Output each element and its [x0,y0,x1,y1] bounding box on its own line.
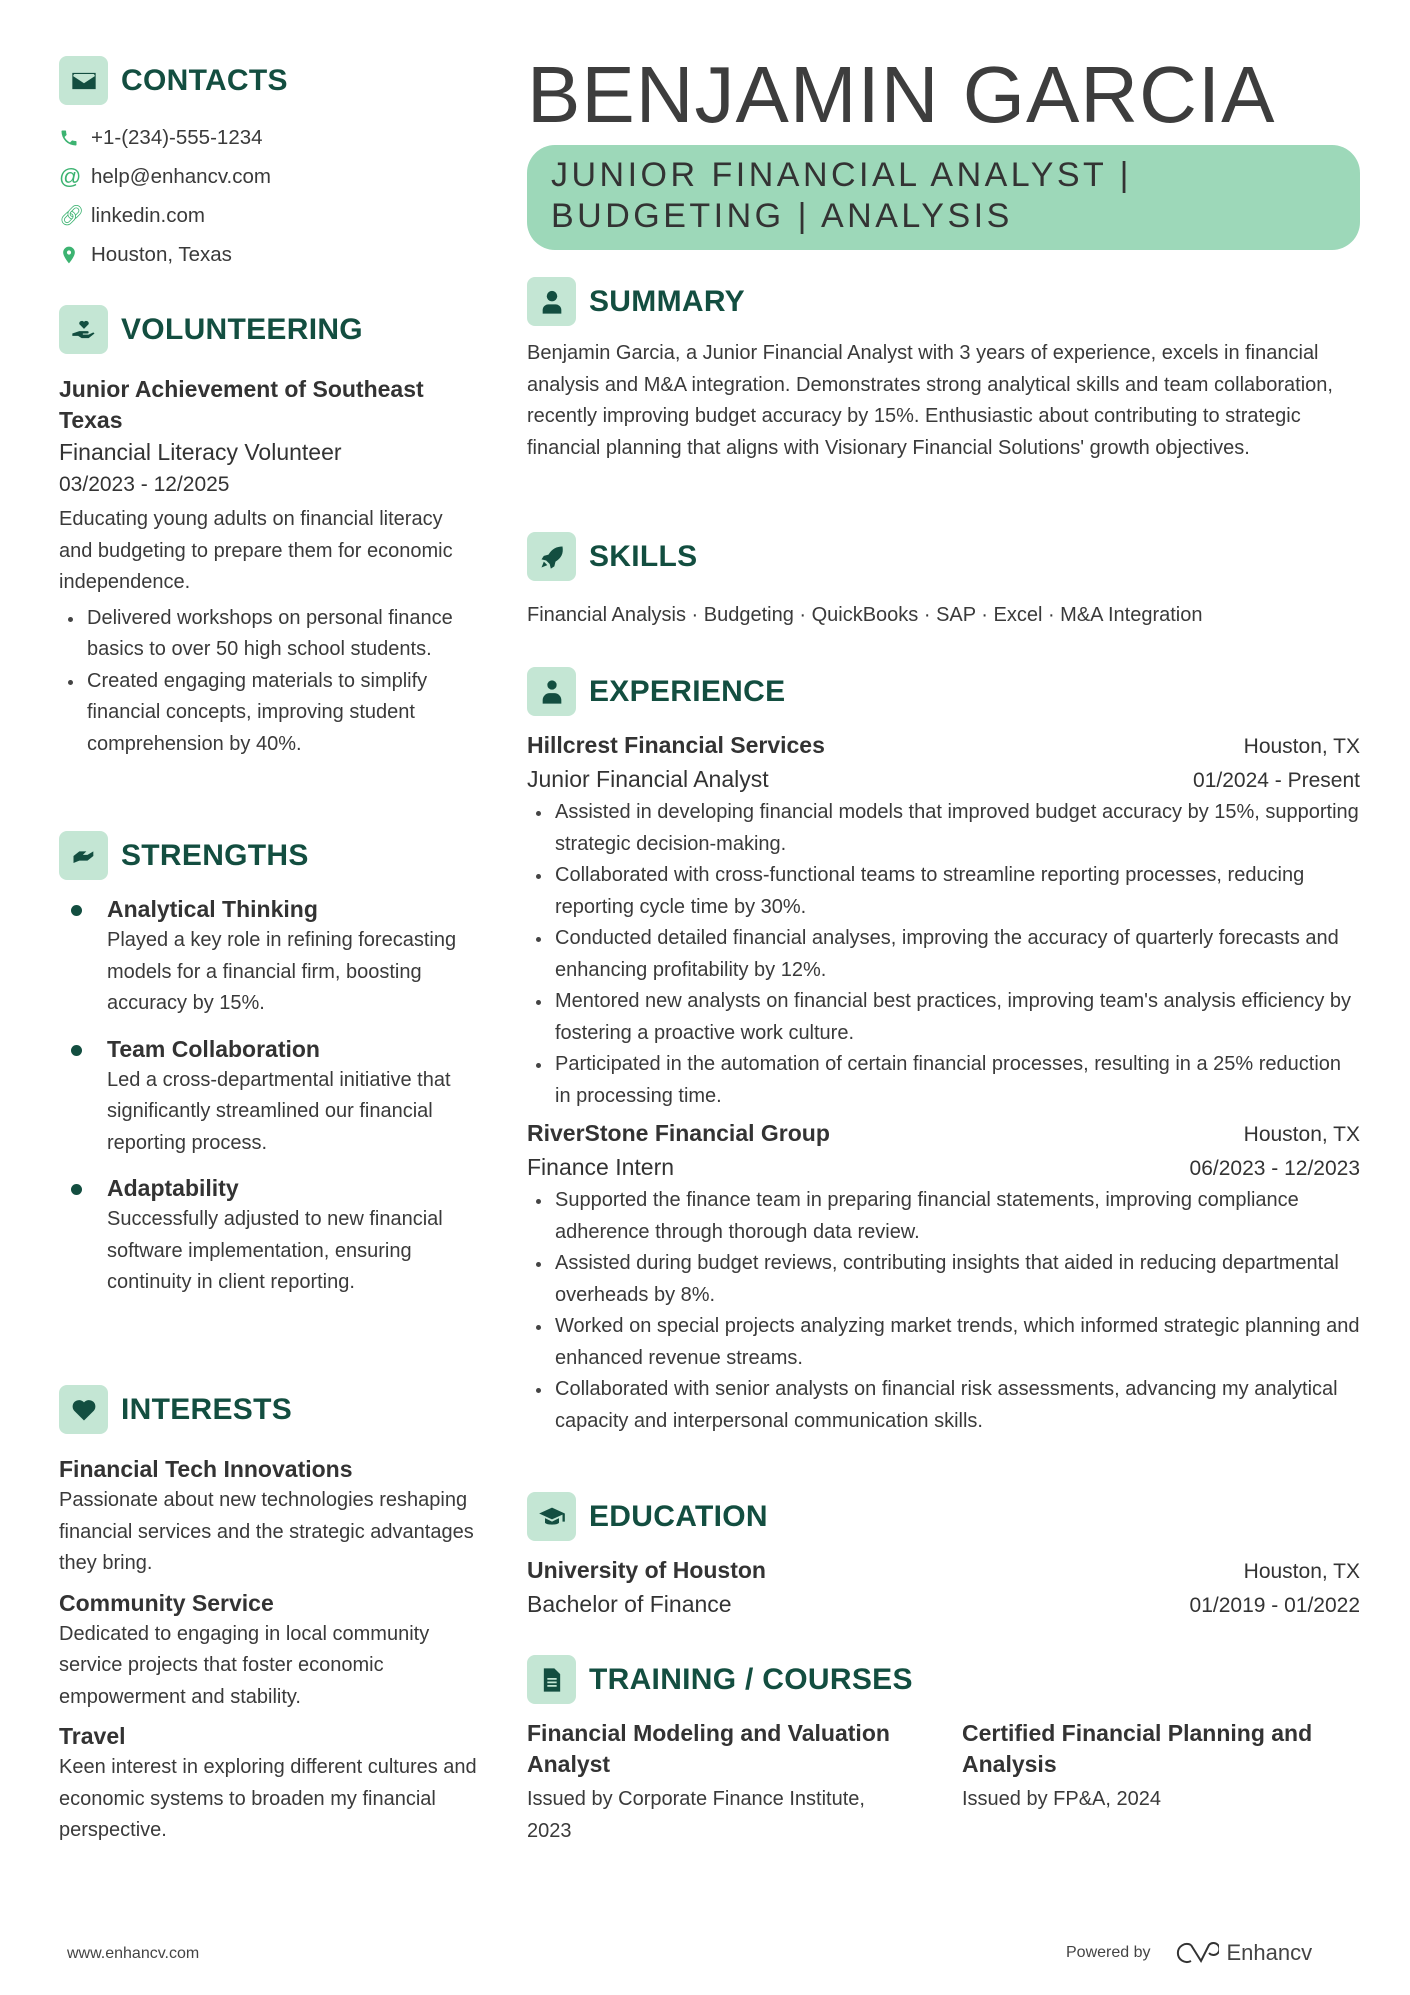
person-icon [527,277,576,326]
bullet: Supported the finance team in preparing financial statements, improving compliance adherence through thorough data review. [527,1185,1360,1248]
course-item [527,1718,912,1847]
link-icon: 🔗︎ [59,205,85,227]
section-title: EDUCATION [589,1499,768,1533]
job-dates: 06/2023 - 12/2023 [1189,1157,1360,1180]
email-link[interactable]: help@enhancv.com [91,164,271,188]
contact-location [59,235,479,274]
degree: Bachelor of Finance [527,1591,732,1617]
summary-text: Benjamin Garcia, a Junior Financial Analyst with 3 years of experience, excels in financial analysis and M&A integration. Demonstrates strong analytical skills and team collaboration, recently improving budget accuracy by 15%. Enthusiastic about contributing to strategic financial planning that aligns with Visionary Financial Solutions' growth objectives. [527,342,1333,459]
contact-phone [59,118,479,157]
strength-desc: Led a cross-departmental initiative that significantly streamlined our financial reporting process. [107,1068,451,1154]
powered-by [1066,1940,1312,1966]
bullet: Collaborated with senior analysts on financial risk assessments, advancing my analytical capacity and interpersonal communication skills. [527,1374,1360,1437]
training-section [527,1655,1360,1847]
at-icon: @ [59,163,82,189]
contacts-section [59,56,479,274]
interest-title: Financial Tech Innovations [59,1456,353,1482]
volunteer-org: Junior Achievement of Southeast Texas [59,376,424,433]
volunteer-role: Financial Literacy Volunteer [59,439,342,465]
section-title: SKILLS [589,539,698,573]
job-location: Houston, TX [1243,735,1360,758]
rocket-icon [527,532,576,581]
hand-heart-icon [59,305,108,354]
strength-desc: Played a key role in refining forecasting models for a financial firm, boosting accuracy by 15%. [107,929,457,1014]
experience-section [527,667,1360,1437]
enhancv-logo-icon [1173,1940,1219,1966]
location-text: Houston, Texas [91,242,232,266]
school-name: University of Houston [527,1557,766,1583]
bullet: Created engaging materials to simplify financial concepts, improving student comprehension by 40%. [59,666,479,761]
location-pin-icon [59,245,79,265]
company-name: RiverStone Financial Group [527,1120,830,1146]
job-role: Junior Financial Analyst [527,766,769,792]
company-name: Hillcrest Financial Services [527,732,825,758]
candidate-name: BENJAMIN GARCIA [527,50,1276,139]
job-dates: 01/2024 - Present [1193,769,1360,792]
bullet: Delivered workshops on personal finance basics to over 50 high school students. [59,603,479,666]
course-issuer: Issued by Corporate Finance Institute, 2023 [527,1788,865,1842]
course-item [962,1718,1360,1847]
document-icon [527,1655,576,1704]
job-role: Finance Intern [527,1154,675,1180]
section-title: INTERESTS [121,1392,293,1426]
briefcase-person-icon [527,667,576,716]
section-title: TRAINING / COURSES [589,1662,913,1696]
graduation-cap-icon [527,1492,576,1541]
summary-section [527,277,1360,464]
bullet-dot [71,1045,82,1056]
header [527,50,1360,250]
strength-item [59,1173,479,1299]
volunteering-section [59,305,479,760]
education-section [527,1492,1360,1622]
handshake-icon [59,831,108,880]
skills-section [527,532,1360,632]
strengths-section [59,831,479,1299]
strength-title: Analytical Thinking [107,896,318,922]
enhancv-logo[interactable] [1173,1940,1313,1966]
enhancv-brand: Enhancv [1226,1940,1313,1965]
interest-title: Travel [59,1723,126,1749]
job-location: Houston, TX [1243,1123,1360,1146]
contact-link [59,196,479,235]
bullet-dot [71,1184,82,1195]
interest-desc: Dedicated to engaging in local community service projects that foster economic empowerment and stability. [59,1622,430,1708]
skills-list: Financial Analysis · Budgeting · QuickBooks · SAP · Excel · M&A Integration [527,604,1203,626]
education-dates: 01/2019 - 01/2022 [1189,1594,1360,1617]
job-entry [527,730,1360,1112]
linkedin-link[interactable]: linkedin.com [91,203,205,227]
course-issuer: Issued by FP&A, 2024 [962,1788,1162,1810]
bullet: Assisted in developing financial models that improved budget accuracy by 15%, supporting strategic decision-making. [527,797,1360,860]
footer-site-link[interactable]: www.enhancv.com [67,1945,200,1962]
bullet-dot [71,905,82,916]
course-title: Financial Modeling and Valuation Analyst [527,1720,890,1777]
section-title: EXPERIENCE [589,674,786,708]
bullet: Mentored new analysts on financial best practices, improving team's analysis efficiency by fostering a proactive work culture. [527,986,1360,1049]
school-location: Houston, TX [1243,1560,1360,1583]
section-title: CONTACTS [121,63,288,97]
powered-by-label: Powered by [1066,1944,1151,1961]
interest-title: Community Service [59,1589,274,1616]
heart-icon [59,1385,108,1434]
section-title: STRENGTHS [121,838,309,872]
job-entry [527,1118,1360,1437]
volunteer-dates: 03/2023 - 12/2025 [59,473,230,496]
phone-text[interactable]: +1-(234)-555-1234 [91,125,263,149]
interest-desc: Keen interest in exploring different cultures and economic systems to broaden my financial perspective. [59,1756,477,1841]
phone-icon [59,128,79,148]
section-title: SUMMARY [589,284,745,318]
volunteer-desc: Educating young adults on financial literacy and budgeting to prepare them for economic independence. [59,508,453,593]
strength-desc: Successfully adjusted to new financial software implementation, ensuring continuity in client reporting. [107,1208,443,1293]
bullet: Conducted detailed financial analyses, improving the accuracy of quarterly forecasts and enhancing profitability by 12%. [527,923,1360,986]
envelope-icon [59,56,108,105]
strength-title: Adaptability [107,1175,239,1201]
strength-item [59,1034,479,1160]
strength-item [59,894,479,1020]
bullet: Participated in the automation of certain financial processes, resulting in a 25% reduction in processing time. [527,1049,1360,1112]
interests-section [59,1385,479,1847]
interest-desc: Passionate about new technologies reshaping financial services and the strategic advantages they bring. [59,1489,474,1574]
bullet: Worked on special projects analyzing market trends, which informed strategic planning and enhanced revenue streams. [527,1311,1360,1374]
job-title-banner: JUNIOR FINANCIAL ANALYST | BUDGETING | ANALYSIS [527,145,1360,250]
bullet: Assisted during budget reviews, contributing insights that aided in reducing departmental overheads by 8%. [527,1248,1360,1311]
course-title: Certified Financial Planning and Analysis [962,1720,1313,1777]
contact-email [59,157,479,196]
strength-title: Team Collaboration [107,1035,320,1062]
section-title: VOLUNTEERING [121,312,363,346]
bullet: Collaborated with cross-functional teams to streamline reporting processes, reducing reporting cycle time by 30%. [527,860,1360,923]
